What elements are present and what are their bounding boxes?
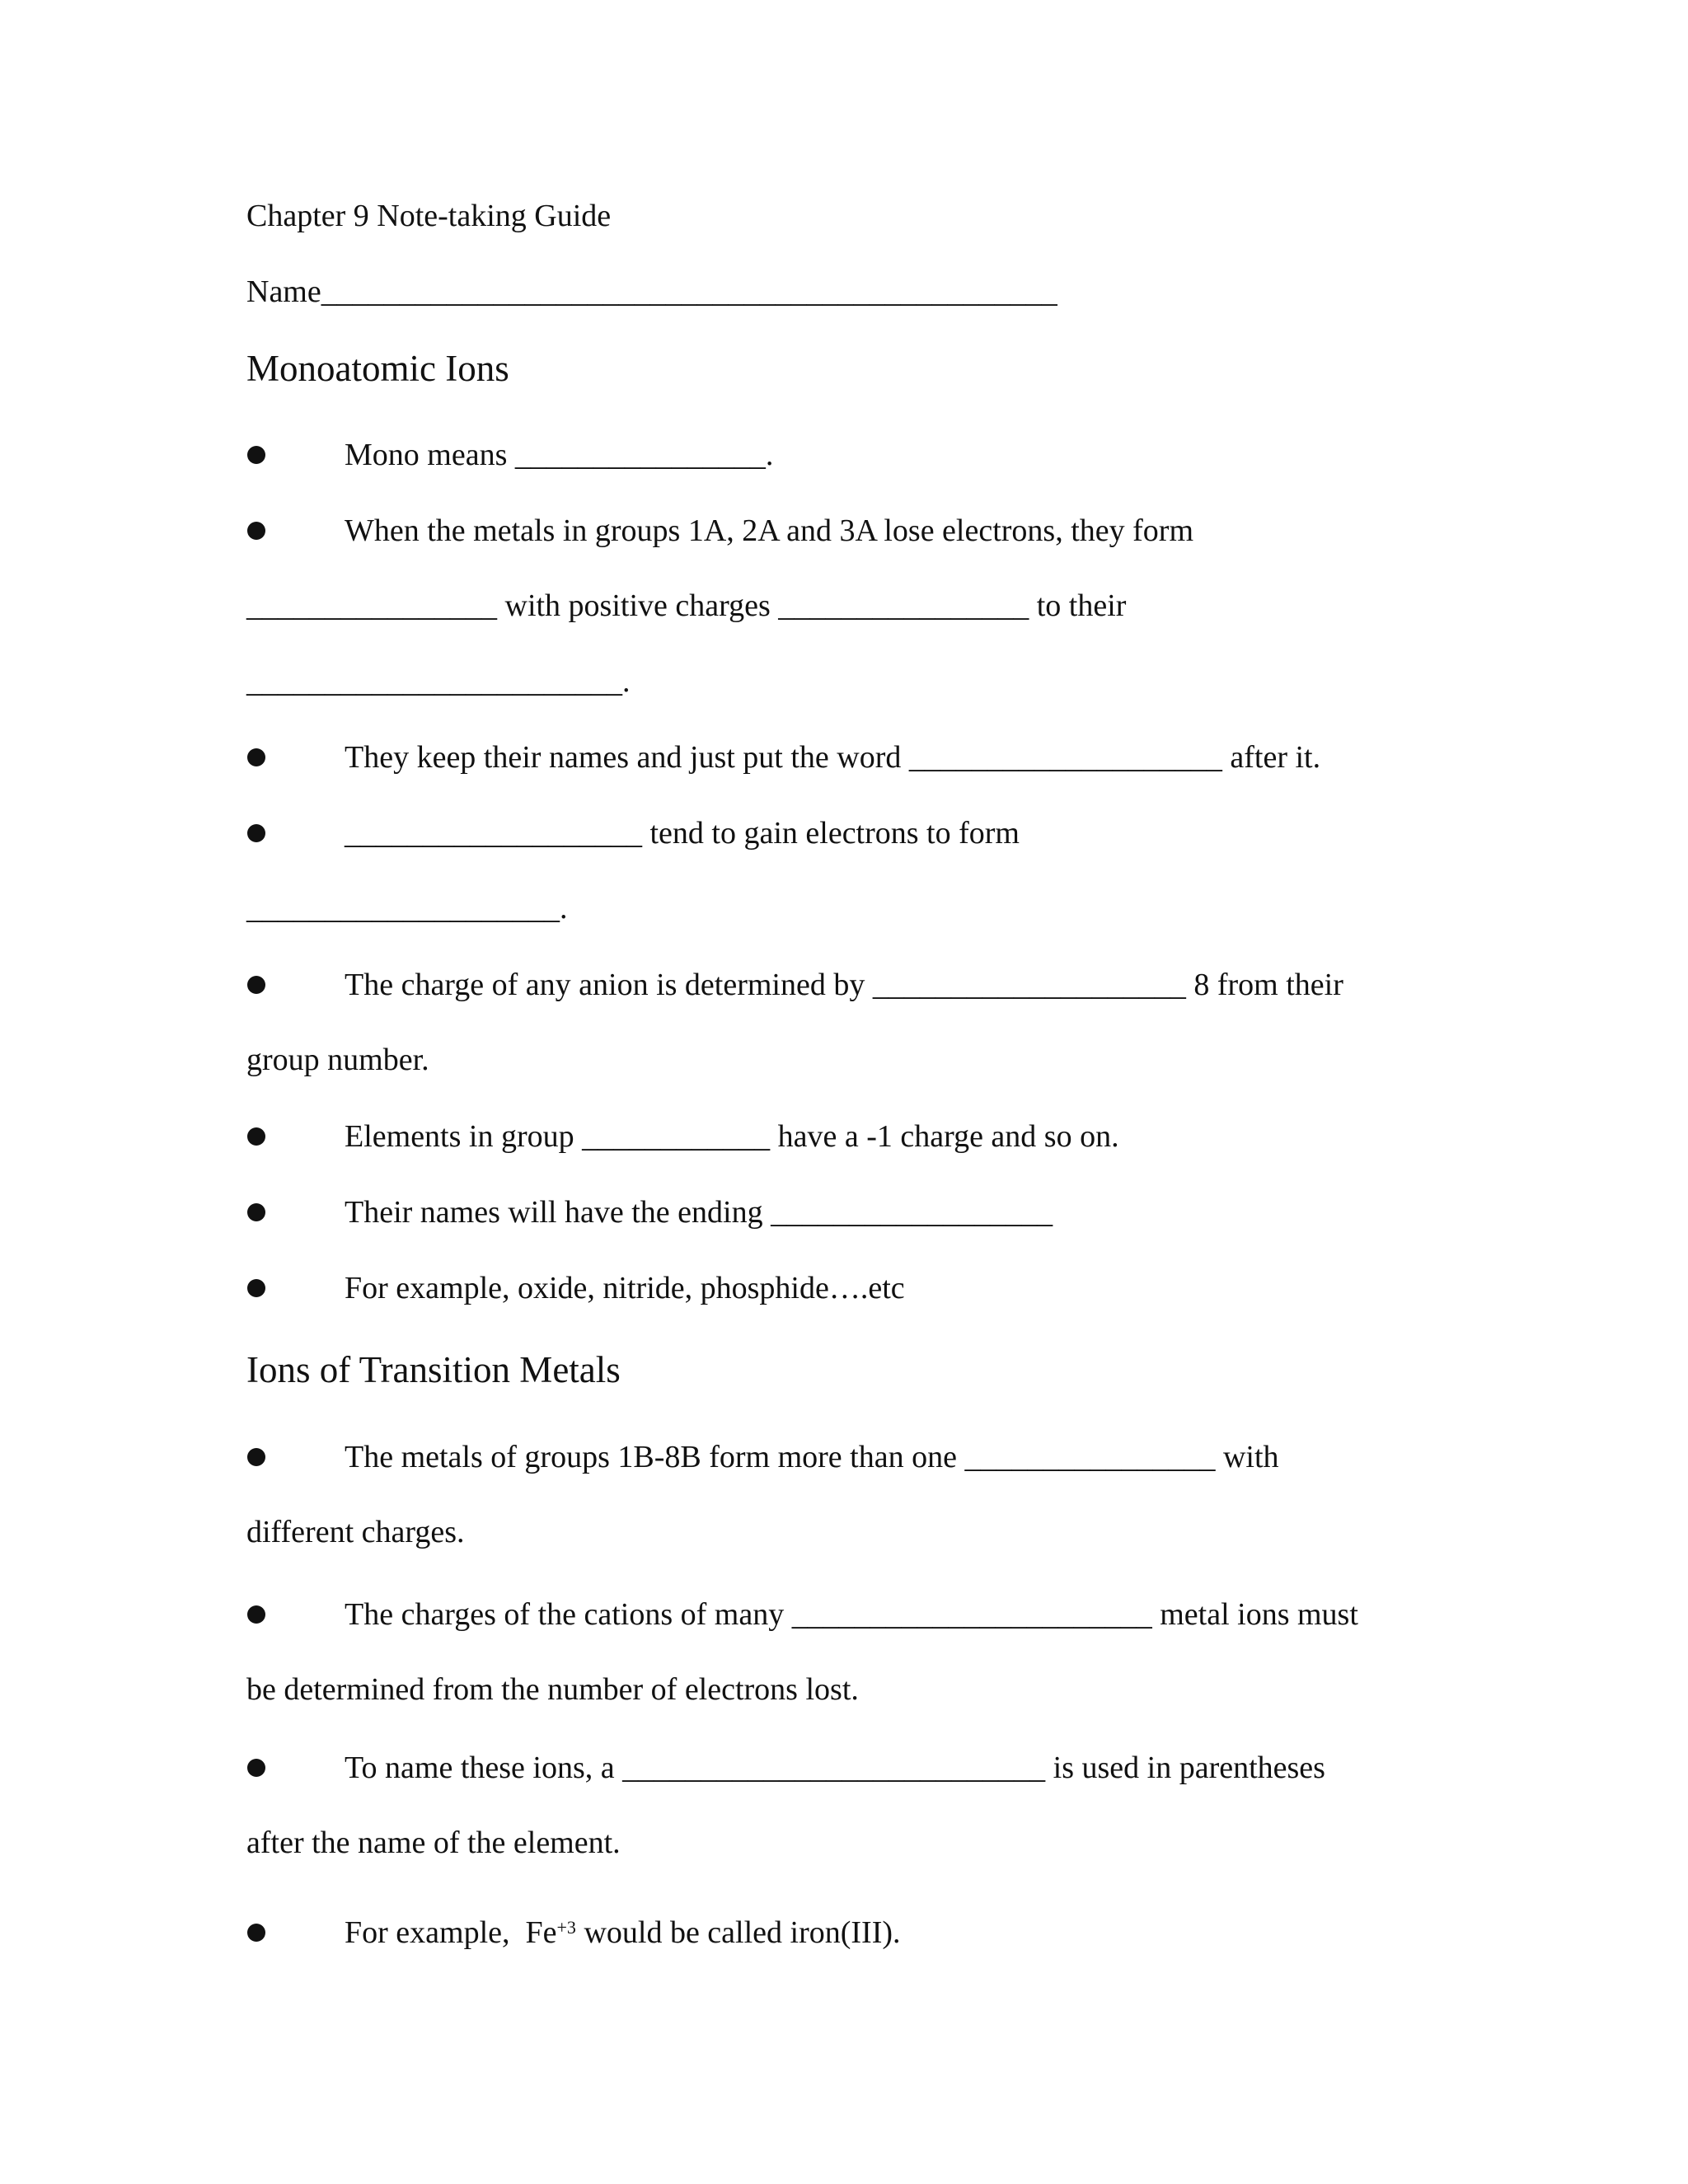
list-item: They keep their names and just put the word ____________________ after it. <box>345 740 1321 775</box>
bullet-icon <box>247 1759 265 1777</box>
bullet-icon <box>247 1279 265 1297</box>
bullet-icon <box>247 1127 265 1146</box>
bullet-icon <box>247 446 265 464</box>
page-title: Chapter 9 Note-taking Guide <box>246 199 612 233</box>
bullet-icon <box>247 1448 265 1466</box>
section-heading-transition: Ions of Transition Metals <box>246 1349 621 1390</box>
bullet-icon <box>247 522 265 540</box>
bullet-icon <box>247 976 265 994</box>
bullet-icon <box>247 824 265 842</box>
list-item-continuation: different charges. <box>246 1515 465 1549</box>
list-item: When the metals in groups 1A, 2A and 3A lose electrons, they form <box>345 513 1194 548</box>
charge-superscript: +3 <box>556 1917 576 1938</box>
section-heading-monoatomic: Monoatomic Ions <box>246 348 509 389</box>
list-item: Mono means ________________. <box>345 438 774 472</box>
list-item-continuation: group number. <box>246 1043 429 1077</box>
list-item: Their names will have the ending __________________ <box>345 1195 1053 1230</box>
list-item: The metals of groups 1B-8B form more than one ________________ with <box>345 1440 1279 1474</box>
list-item-continuation: after the name of the element. <box>246 1825 621 1860</box>
list-item: To name these ions, a ___________________________ is used in parentheses <box>345 1750 1325 1785</box>
list-item: ___________________ tend to gain electrons to form <box>345 816 1020 851</box>
list-item-continuation: ________________ with positive charges ________________ to their <box>246 588 1127 623</box>
list-item <box>345 1913 901 1952</box>
list-item-continuation: ____________________. <box>246 891 568 926</box>
list-item: The charges of the cations of many _______________________ metal ions must <box>345 1597 1358 1632</box>
list-item: For example, oxide, nitride, phosphide….etc <box>345 1271 905 1305</box>
bullet-icon <box>247 748 265 766</box>
example-prefix: For example, Fe <box>345 1915 557 1950</box>
list-item-continuation: ________________________. <box>246 664 631 699</box>
name-field: Name_______________________________________________ <box>246 274 1057 309</box>
example-suffix: would be called iron(III). <box>575 1915 901 1950</box>
list-item: Elements in group ____________ have a -1 charge and so on. <box>345 1119 1119 1154</box>
bullet-icon <box>247 1203 265 1221</box>
bullet-icon <box>247 1605 265 1624</box>
list-item-continuation: be determined from the number of electrons lost. <box>246 1672 859 1707</box>
list-item: The charge of any anion is determined by ____________________ 8 from their <box>345 968 1343 1002</box>
bullet-icon <box>247 1924 265 1942</box>
